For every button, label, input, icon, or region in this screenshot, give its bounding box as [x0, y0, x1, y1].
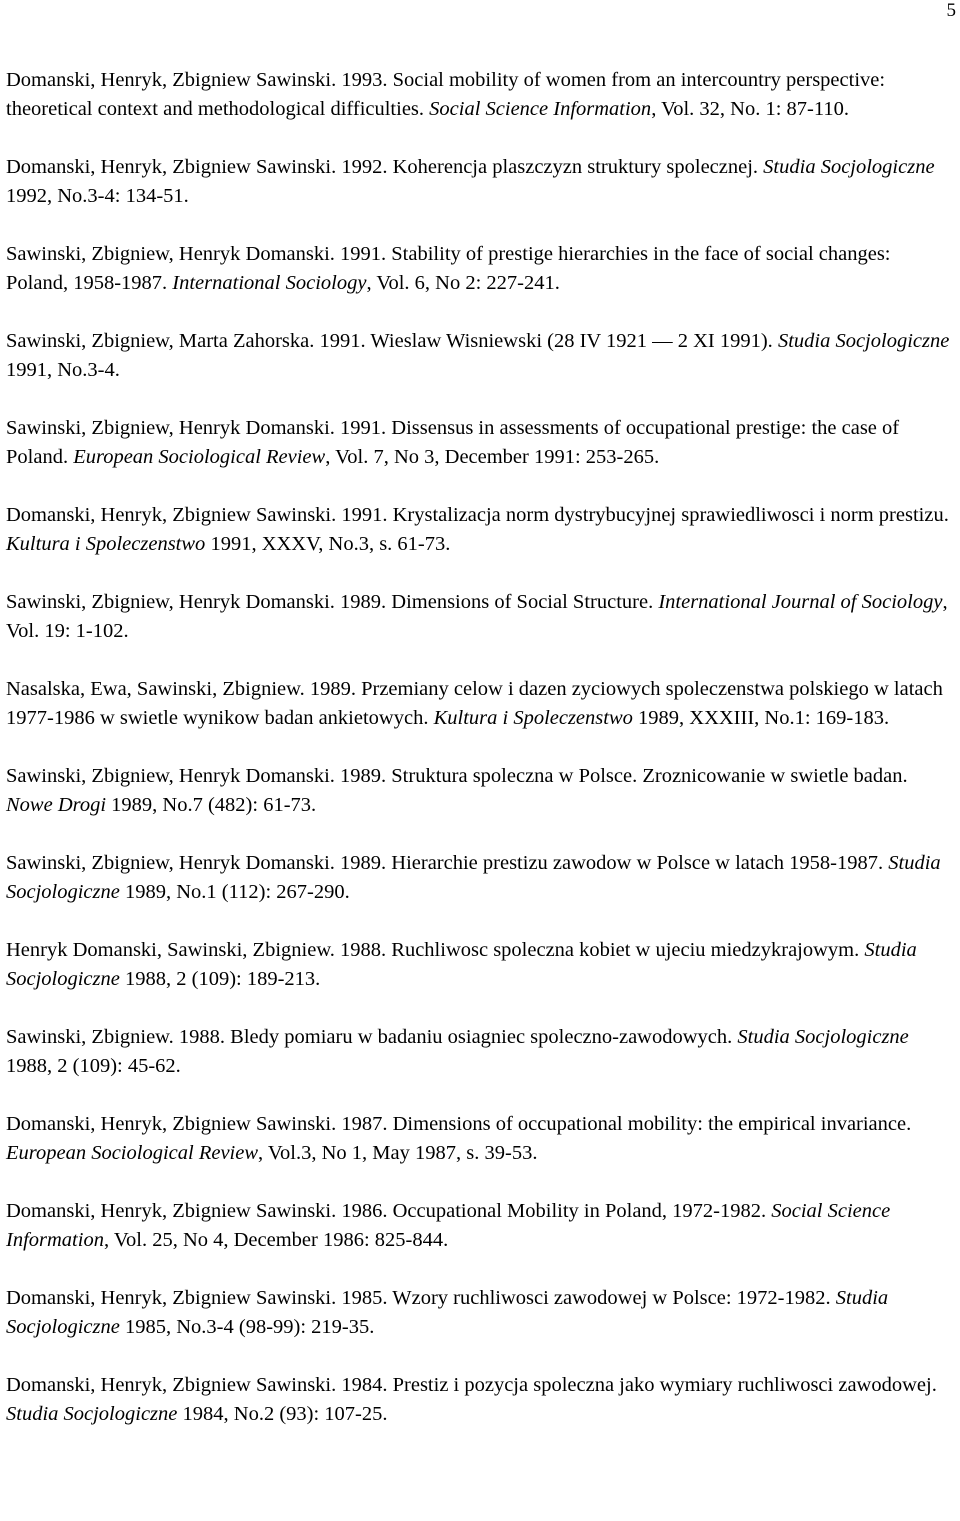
reference-entry: [6, 762, 954, 820]
reference-tail: 1991, XXXV, No.3, s. 61-73.: [205, 533, 451, 555]
reference-text: Domanski, Henryk, Zbigniew Sawinski. 1991. Krystalizacja norm dystrybucyjnej sprawiedliwosci i norm prestizu.: [6, 504, 949, 526]
reference-entry: [6, 240, 954, 298]
reference-tail: 1989, XXXIII, No.1: 169-183.: [632, 707, 890, 729]
reference-entry: [6, 936, 954, 994]
reference-tail: , Vol. 32, No. 1: 87-110.: [651, 98, 849, 120]
reference-tail: 1984, No.2 (93): 107-25.: [177, 1403, 388, 1425]
reference-tail: , Vol. 25, No 4, December 1986: 825-844.: [103, 1229, 449, 1251]
reference-tail: , Vol. 7, No 3, December 1991: 253-265.: [325, 446, 660, 468]
reference-tail: , Vol.3, No 1, May 1987, s. 39-53.: [258, 1142, 538, 1164]
reference-text: Henryk Domanski, Sawinski, Zbigniew. 1988. Ruchliwosc spoleczna kobiet w ujeciu miedzykrajowym.: [6, 939, 865, 961]
page-number: 5: [946, 0, 956, 21]
reference-journal: European Sociological Review: [6, 1142, 259, 1164]
reference-entry: [6, 1110, 954, 1168]
reference-text: Domanski, Henryk, Zbigniew Sawinski. 1986. Occupational Mobility in Poland, 1972-1982.: [6, 1200, 772, 1222]
reference-entry: [6, 1284, 954, 1342]
reference-journal: International Journal of Sociology: [658, 591, 943, 613]
reference-text: Sawinski, Zbigniew, Henryk Domanski. 1989. Hierarchie prestizu zawodow w Polsce w latach 1958-1987.: [6, 852, 889, 874]
reference-entry: [6, 1371, 954, 1429]
reference-text: Sawinski, Zbigniew, Henryk Domanski. 1991. Dissensus in assessments of occupational prestige: the case of Poland.: [6, 417, 900, 468]
reference-entry: [6, 327, 954, 385]
reference-journal: Studia Socjologiczne: [777, 330, 950, 352]
reference-journal: Studia Socjologiczne: [6, 1403, 178, 1425]
reference-text: Sawinski, Zbigniew. 1988. Bledy pomiaru w badaniu osiagniec spoleczno-zawodowych.: [6, 1026, 738, 1048]
reference-tail: 1988, 2 (109): 45-62.: [6, 1055, 181, 1077]
reference-journal: Social Science Information: [6, 1200, 891, 1251]
reference-journal: Nowe Drogi: [6, 794, 107, 816]
reference-entry: [6, 675, 954, 733]
reference-journal: Studia Socjologiczne: [6, 1287, 889, 1338]
reference-tail: 1989, No.7 (482): 61-73.: [106, 794, 317, 816]
reference-text: Sawinski, Zbigniew, Henryk Domanski. 1991. Stability of prestige hierarchies in the face of social changes: Poland, 1958-1987.: [6, 243, 891, 294]
reference-tail: 1992, No.3-4: 134-51.: [6, 185, 189, 207]
reference-text: Sawinski, Zbigniew, Henryk Domanski. 1989. Struktura spoleczna w Polsce. Zroznicowanie w swietle badan.: [6, 765, 908, 787]
reference-entry: [6, 414, 954, 472]
reference-list: [6, 66, 954, 1458]
reference-journal: Studia Socjologiczne: [737, 1026, 909, 1048]
reference-journal: Studia Socjologiczne: [763, 156, 935, 178]
reference-text: Domanski, Henryk, Zbigniew Sawinski. 1987. Dimensions of occupational mobility: the empirical invariance.: [6, 1113, 912, 1135]
reference-tail: 1989, No.1 (112): 267-290.: [119, 881, 350, 903]
reference-tail: , Vol. 19: 1-102.: [6, 591, 948, 642]
reference-text: Domanski, Henryk, Zbigniew Sawinski. 1984. Prestiz i pozycja spoleczna jako wymiary ruchliwosci zawodowej.: [6, 1374, 937, 1396]
reference-entry: [6, 588, 954, 646]
reference-journal: Kultura i Spoleczenstwo: [433, 707, 633, 729]
reference-entry: [6, 153, 954, 211]
reference-tail: 1988, 2 (109): 189-213.: [119, 968, 321, 990]
reference-text: Nasalska, Ewa, Sawinski, Zbigniew. 1989. Przemiany celow i dazen zyciowych spoleczenstwa polskiego w latach 1977-1986 w swietle wynikow badan ankietowych.: [6, 678, 943, 729]
reference-journal: Studia Socjologiczne: [6, 852, 941, 903]
reference-entry: [6, 849, 954, 907]
reference-tail: 1991, No.3-4.: [6, 359, 120, 381]
reference-text: Sawinski, Zbigniew, Marta Zahorska. 1991. Wieslaw Wisniewski (28 IV 1921 — 2 XI 1991).: [6, 330, 778, 352]
reference-text: Domanski, Henryk, Zbigniew Sawinski. 1992. Koherencja plaszczyzn struktury spolecznej.: [6, 156, 764, 178]
reference-text: Sawinski, Zbigniew, Henryk Domanski. 1989. Dimensions of Social Structure.: [6, 591, 659, 613]
reference-entry: [6, 1023, 954, 1081]
reference-entry: [6, 66, 954, 124]
reference-text: Domanski, Henryk, Zbigniew Sawinski. 1985. Wzory ruchliwosci zawodowej w Polsce: 1972-1982.: [6, 1287, 836, 1309]
reference-journal: Kultura i Spoleczenstwo: [6, 533, 206, 555]
reference-journal: Social Science Information: [429, 98, 652, 120]
reference-journal: International Sociology: [172, 272, 367, 294]
reference-entry: [6, 501, 954, 559]
reference-entry: [6, 1197, 954, 1255]
reference-tail: 1985, No.3-4 (98-99): 219-35.: [119, 1316, 375, 1338]
reference-tail: , Vol. 6, No 2: 227-241.: [366, 272, 560, 294]
reference-journal: European Sociological Review: [73, 446, 326, 468]
reference-journal: Studia Socjologiczne: [6, 939, 917, 990]
reference-text: Domanski, Henryk, Zbigniew Sawinski. 1993. Social mobility of women from an intercountry perspective: theoretical context and methodological difficulties.: [6, 69, 886, 120]
